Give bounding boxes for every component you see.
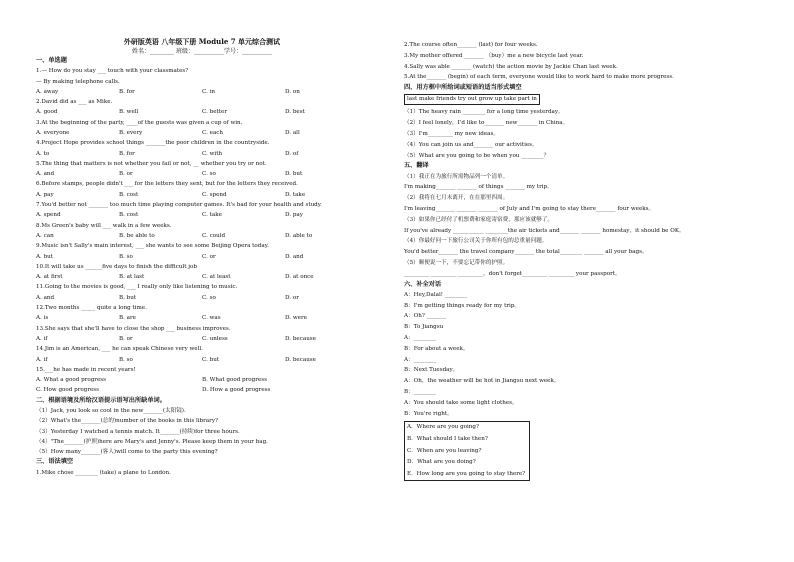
option: B. are	[119, 315, 136, 322]
left-column	[36, 38, 368, 478]
s5-item: I'm leaving_______ _______ _______ of July and I'm going to stay there_______ four weeks。	[404, 205, 655, 212]
option: C. could	[202, 232, 226, 239]
option: D. because	[285, 356, 316, 363]
s4-item: （3）I'm_________ my new ideas。	[404, 130, 499, 137]
option: B. or	[119, 171, 133, 178]
question-12: 12.Two months _____ quite a long time.	[36, 305, 147, 312]
option: A. if	[36, 356, 48, 363]
option: D. but	[285, 171, 303, 178]
option: A. and	[36, 294, 55, 301]
options-row	[36, 190, 368, 200]
option: B. cost	[119, 212, 139, 219]
option: D. all	[285, 129, 300, 136]
option: B. at last	[119, 274, 145, 281]
section-6-heading: 六、补全对话	[404, 280, 442, 288]
question-11: 11.Going to the movies is good, ___ I really only like listening to music.	[36, 284, 238, 291]
dialog-line: B：You're right。	[404, 410, 453, 417]
question-7: 7.You'd better not _______ too much time playing computer games. It's bad for your health and study.	[36, 202, 322, 209]
dialog-line: B：Next Tuesday。	[404, 367, 459, 374]
option: B. so	[119, 253, 133, 260]
student-info-line: 姓名：________ 班级：__________学号：__________	[132, 48, 272, 55]
option: D. of	[285, 150, 299, 157]
question-4: 4.Project Hope provides school things _______the poor children in the countryside.	[36, 140, 270, 147]
option: A. and	[36, 171, 55, 178]
dialog-line: A：Oh? _______	[404, 313, 447, 320]
s5-item: You'd better_______ the travel company_______ the total________ _______ all your bags。	[404, 249, 648, 256]
option: C. so	[202, 171, 216, 178]
dialog-options-box	[404, 421, 530, 481]
option: D. take	[285, 191, 306, 198]
options-row	[36, 107, 368, 117]
question-8: 8.Ms Green's baby will ___ walk in a few weeks.	[36, 222, 172, 229]
option: B. for	[119, 88, 135, 95]
option: D. and	[285, 253, 304, 260]
dialog-option: B．What should I take then?	[407, 435, 488, 442]
options-row	[36, 128, 368, 138]
option: A. spend	[36, 212, 61, 219]
options-row	[36, 293, 368, 303]
option: A. everyone	[36, 129, 70, 136]
options-row	[36, 252, 368, 262]
word-box: last make friends try out grow up take part in	[404, 94, 540, 105]
dialog-line: B：________	[404, 388, 437, 395]
question-14: 14.Jim is an American, ___ he can speak Chinese very well.	[36, 346, 203, 353]
section-3-heading: 三、语法填空	[36, 458, 74, 466]
s2-item: （2）What's the_______(总的)number of the books in this library?	[36, 418, 218, 425]
s5-item: （5）顺便说一下，不要忘记带你的护照。	[404, 259, 509, 266]
options-row	[36, 231, 368, 241]
option: C. spend	[202, 191, 227, 198]
option: C. each	[202, 129, 224, 136]
section-1-heading: 一、单选题	[36, 57, 67, 64]
option: C. with	[202, 150, 223, 157]
option: C. at least	[202, 274, 231, 281]
option: B. so	[119, 356, 133, 363]
s4-item: （4）You can join us and_______ our activities。	[404, 141, 538, 148]
option: A. good	[36, 109, 58, 116]
s4-item: （1）The heavy rain ________ for a long time yesterday。	[404, 109, 564, 116]
dialog-option: E．How long are you going to stay there?	[407, 470, 526, 477]
option: D. or	[285, 294, 299, 301]
s5-item: If you've already ___________ ________the air tickets and_______ _______ homestay，it should be OK。	[404, 227, 685, 234]
s2-item: （1）Jack, you look so cool in the new_______(太阳镜).	[36, 407, 186, 414]
option: B. for	[119, 150, 135, 157]
s5-item: _________ _________ _________，don't forget_________ _________ your passport。	[404, 270, 621, 277]
option: A. can	[36, 232, 54, 239]
option: D. How a good progress	[202, 387, 271, 394]
options-row	[36, 169, 368, 179]
option: C. unless	[202, 335, 228, 342]
question-2: 2.David did as ___ as Mike.	[36, 99, 113, 106]
section-2-heading: 二、根据语境及所给汉语提示语写出所缺单词。	[36, 396, 166, 404]
option: D. at once	[285, 274, 314, 281]
page-title: 外研版英语 八年级下册 Module 7 单元综合测试	[123, 37, 281, 46]
option: A. but	[36, 253, 54, 260]
option: C. or	[202, 253, 216, 260]
question-3: 3.At the beginning of the party, ____of the guests was given a cup of win.	[36, 119, 243, 126]
dialog-option: D．What are you doing?	[407, 459, 476, 466]
option: A. is	[36, 315, 49, 322]
option: A. if	[36, 335, 48, 342]
s3-item: 1.Mike chose ________ (take) a plane to London.	[36, 469, 171, 476]
options-row	[36, 334, 368, 344]
dialog-line: A：You should take some light clothes。	[404, 399, 518, 406]
option: B. cost	[119, 191, 139, 198]
s5-item: （3）如果你已经付了机票费和家庭寄宿费，那应该就够了。	[404, 216, 553, 223]
option: C. better	[202, 109, 228, 116]
section-5-heading: 五、翻译	[404, 162, 429, 170]
dialog-line: B：For about a week。	[404, 345, 469, 352]
section-4-heading: 四、用方框中所给词或短语的适当形式填空	[404, 84, 522, 92]
question-list	[36, 66, 368, 365]
question-13: 13.She says that she'll have to close the shop ___ business improves.	[36, 325, 231, 332]
option: D. on	[285, 88, 300, 95]
option: B. or	[119, 335, 133, 342]
s5-item: （2）我将在七月末离开，在在那里四周。	[404, 195, 509, 202]
options-row	[36, 87, 368, 97]
option: B. every	[119, 129, 143, 136]
option: D. best	[285, 109, 305, 116]
option: C. in	[202, 88, 216, 95]
option: D. were	[285, 315, 307, 322]
dialog-option: C．When are you leaving?	[407, 447, 482, 454]
option: C. but	[202, 356, 220, 363]
s3-item: 4.Sally was able _______ (watch) the action movie by Jackie Chan last week.	[404, 63, 618, 70]
option: A. at first	[36, 274, 63, 281]
option: D. because	[285, 335, 316, 342]
question-1-answer-line: — By making telephone calls.	[36, 78, 120, 85]
dialog-line: A：Oh，the weather will be hot in Jiangsu next week。	[404, 378, 560, 385]
question-10: 10.It will take us ______five days to finish the difficult job	[36, 263, 197, 270]
s5-item: （1）我正在为旅行所需物品列一个清单。	[404, 173, 509, 180]
options-row	[36, 272, 368, 282]
question-9: 9.Music isn't Sally's main interest, ___ she wants to see some Beijing Opera today.	[36, 243, 269, 250]
option: B. What good progress	[202, 377, 267, 384]
option: D. able to	[285, 232, 313, 239]
question-1: 1.— How do you stay ___ touch with your classmates?	[36, 68, 189, 75]
option: C. How good progress	[36, 387, 100, 394]
option: B. but	[119, 294, 137, 301]
dialog-line: A：Hey,Dalai! ________	[404, 291, 468, 298]
dialog-line: B：To Jiangsu	[404, 324, 444, 331]
right-column	[404, 40, 764, 481]
options-row	[36, 355, 368, 365]
s3-item: 5.At the_______ (begin) of each term, everyone would like to work hard to make more progress.	[404, 74, 674, 81]
s2-item: （5）How many_______(客人)will come to the party this evening?	[36, 449, 218, 456]
q15-options-row2	[36, 385, 368, 395]
dialog-option: A．Where are you going?	[407, 424, 479, 431]
options-row	[36, 149, 368, 159]
dialog-line: A：________	[404, 334, 437, 341]
option: A. What a good progress	[36, 377, 107, 384]
s4-item: （5）What are you going to be when you ________？	[404, 152, 550, 159]
q15-options-row1	[36, 375, 368, 385]
option: A. to	[36, 150, 50, 157]
option: C. so	[202, 294, 216, 301]
s3-item: 2.The course often_______ (last) for four weeks.	[404, 42, 538, 48]
question-6: 6.Before stamps, people didn't ___ for the letters they sent, but for the letters they received.	[36, 181, 298, 188]
option: C. was	[202, 315, 221, 322]
dialog-line: B：I'm getting things ready for my trip。	[404, 302, 520, 309]
option: B. be able to	[119, 232, 155, 239]
question-5: 5.The thing that matters is not whether you fail or not, __ whether you try or not.	[36, 160, 267, 167]
s3-item: 3.My mother offered _______ （buy）me a new bicycle last year.	[404, 52, 584, 59]
options-row	[36, 210, 368, 220]
option: D. pay	[285, 212, 303, 219]
s2-item: （3）Yesterday I watched a tennis match. It_______(持续)for three hours.	[36, 428, 240, 435]
s5-item: （4）你最好问一下旅行公司关于你所有包的总重量问题。	[404, 238, 548, 245]
question-15: 15.___he has made in recent years!	[36, 366, 136, 373]
option: C. take	[202, 212, 222, 219]
s4-item: （2）I feel lonely，I'd like to_______ new_______ in China。	[404, 120, 569, 127]
options-row	[36, 313, 368, 323]
option: B. well	[119, 109, 139, 116]
s2-item: （4）"The_______(护照)here are Mary's and Jenny's. Please keep them in your bag.	[36, 438, 268, 445]
option: A. away	[36, 88, 59, 95]
s5-item: I'm making_______ _______ of things _______ my trip。	[404, 184, 553, 191]
dialog-line: A：________	[404, 356, 437, 363]
option: A. pay	[36, 191, 54, 198]
